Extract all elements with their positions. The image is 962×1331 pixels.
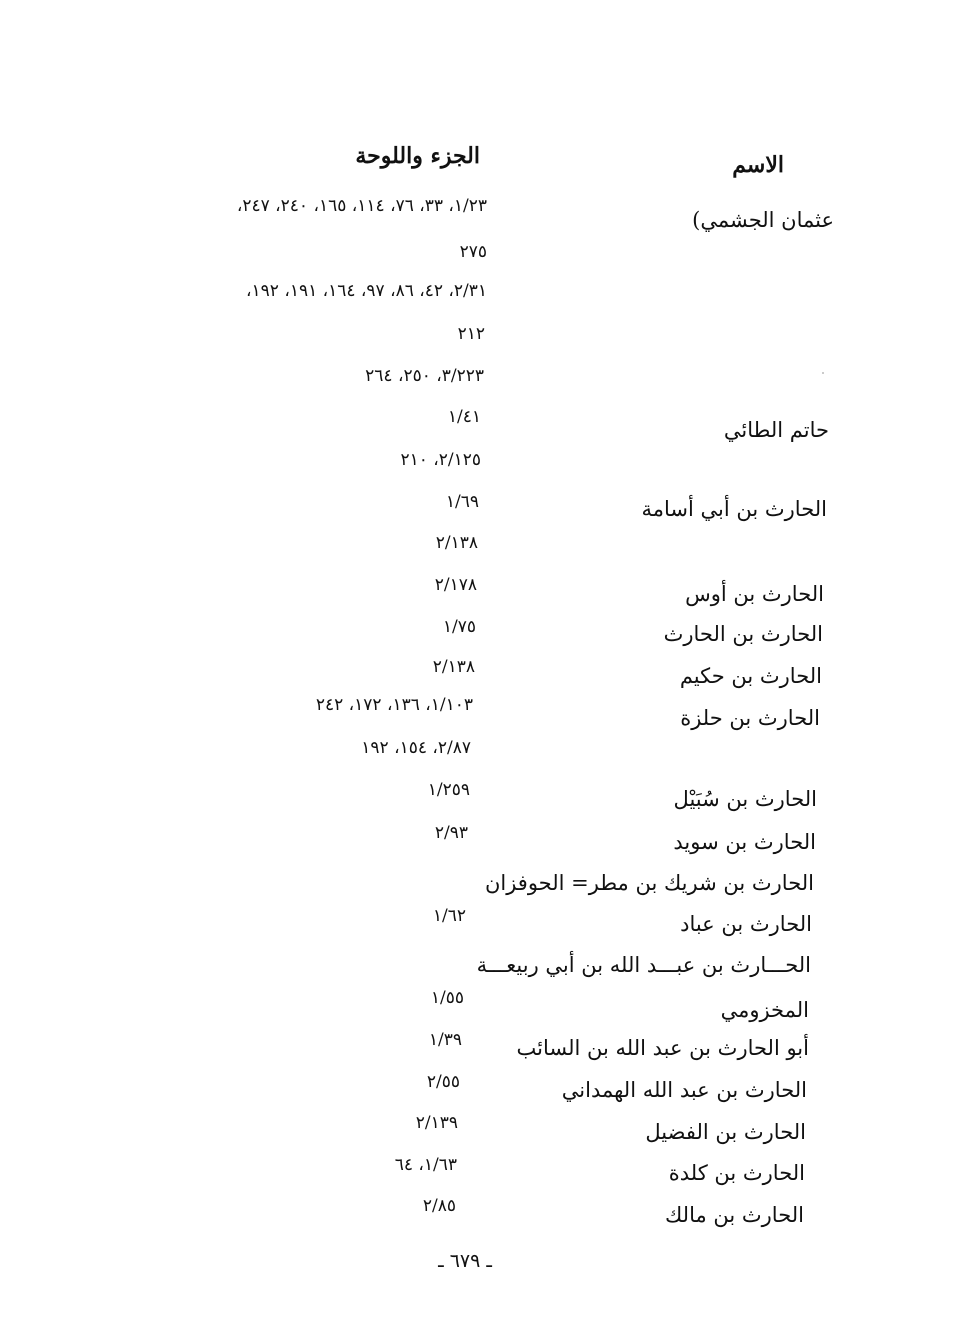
volume-plate-column-header: الجزء واللوحة <box>355 143 480 169</box>
entry-name: حاتم الطائي <box>723 418 829 442</box>
entry-name: عثمان الجشمي) <box>692 208 834 232</box>
entry-name: الحارث بن الفضيل <box>645 1120 806 1144</box>
entry-name: الحـــارث بن عبـــد الله بن أبي ربيعـــة <box>476 953 811 977</box>
entry-reference: ٢٧٥ <box>459 242 487 262</box>
entry-name: الحارث بن سُبَيْل <box>673 787 817 811</box>
entry-reference: ١/٦٢ <box>432 906 466 926</box>
entry-name: الحارث بن حلزة <box>680 706 820 730</box>
entry-reference: ١/٢٣، ٣٣، ٧٦، ١١٤، ١٦٥، ٢٤٠، ٢٤٧، <box>236 196 487 216</box>
entry-reference: ١/٦٩ <box>445 492 479 512</box>
entry-name: الحارث بن مالك <box>664 1203 804 1227</box>
entry-reference: ٢/٨٥ <box>422 1196 456 1216</box>
scan-speck <box>822 372 824 374</box>
entry-name: أبو الحارث بن عبد الله بن السائب <box>516 1036 809 1060</box>
entry-reference: ٢/٥٥ <box>426 1072 460 1092</box>
entry-reference: ٢/٣١، ٤٢، ٨٦، ٩٧، ١٦٤، ١٩١، ١٩٢، <box>246 281 487 301</box>
entry-name: الحارث بن شريك بن مطر= الحوفزان <box>484 871 814 895</box>
page-number: ـ ٦٧٩ ـ <box>438 1250 492 1272</box>
entry-reference: ١/١٠٣، ١٣٦، ١٧٢، ٢٤٢ <box>315 695 473 715</box>
entry-name: الحارث بن سويد <box>673 830 816 854</box>
entry-name: الحارث بن أبي أسامة <box>641 497 827 521</box>
entry-reference: ١/٣٩ <box>428 1030 462 1050</box>
entry-name: الحارث بن أوس <box>685 582 824 606</box>
entry-reference: ١/٧٥ <box>442 617 476 637</box>
entry-reference: ٢/٩٣ <box>434 823 468 843</box>
entry-reference: ٢/١٧٨ <box>434 575 477 595</box>
entry-name: الحارث بن عباد <box>680 912 812 936</box>
entry-reference: ٢/١٣٩ <box>415 1113 458 1133</box>
entry-reference: ١/٦٣، ٦٤ <box>394 1155 457 1175</box>
entry-reference: ٢/١٣٨ <box>432 657 475 677</box>
entry-name: الحارث بن حكيم <box>679 664 822 688</box>
entry-name: الحارث بن الحارث <box>663 622 823 646</box>
entry-reference: ١/٥٥ <box>430 988 464 1008</box>
entry-name: الحارث بن عبد الله الهمداني <box>561 1078 807 1102</box>
entry-name: الحارث بن كلدة <box>668 1161 805 1185</box>
entry-reference: ٢١٢ <box>457 324 485 344</box>
entry-reference: ٢/١٢٥، ٢١٠ <box>400 450 481 470</box>
entry-reference: ٣/٢٢٣، ٢٥٠، ٢٦٤ <box>365 366 484 386</box>
entry-reference: ٢/٨٧، ١٥٤، ١٩٢ <box>361 738 471 758</box>
entry-name: المخزومي <box>720 998 809 1022</box>
entry-reference: ١/٢٥٩ <box>427 780 470 800</box>
entry-reference: ١/٤١ <box>447 407 481 427</box>
name-column-header: الاسم <box>732 152 784 178</box>
entry-reference: ٢/١٣٨ <box>435 533 478 553</box>
